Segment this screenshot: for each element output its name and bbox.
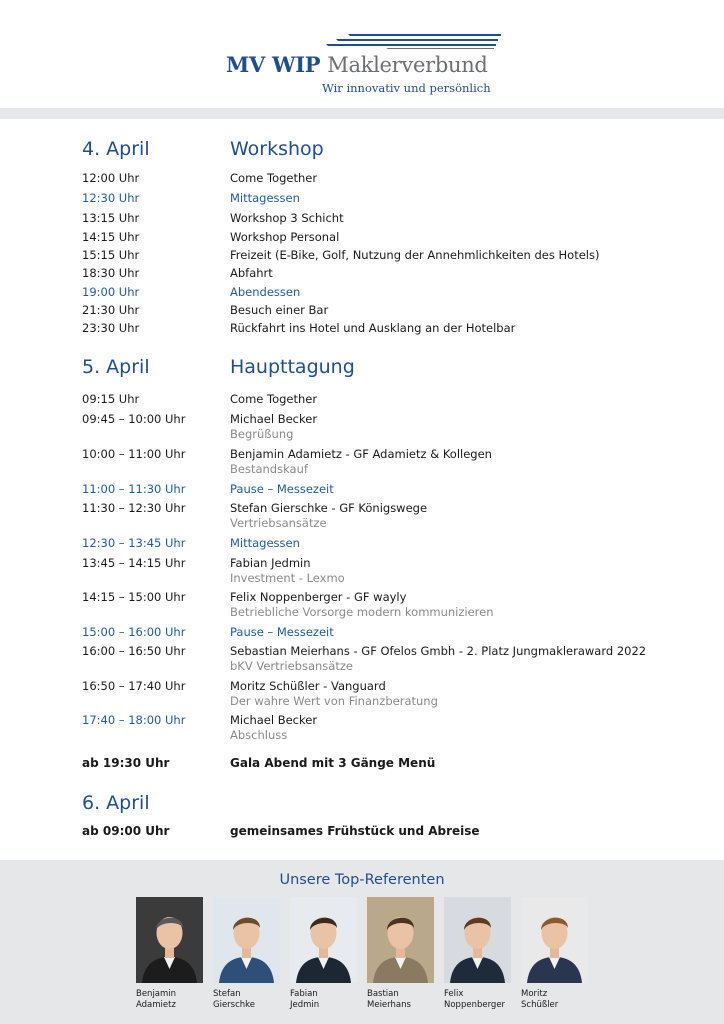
- item-time: 15:00 – 16:00 Uhr: [82, 625, 186, 639]
- item-time: 23:30 Uhr: [82, 321, 140, 335]
- day-date: 4. April: [82, 138, 150, 160]
- speaker-first-name: Fabian: [290, 989, 318, 999]
- item-subtitle: Betriebliche Vorsorge modern kommunizieren: [230, 605, 494, 619]
- item-time: 12:30 – 13:45 Uhr: [82, 536, 186, 550]
- speaker-card: [521, 897, 588, 1011]
- speaker-name: [136, 989, 203, 1011]
- day-title: Haupttagung: [230, 356, 355, 378]
- item-time: 13:15 Uhr: [82, 211, 140, 225]
- item-time: 16:00 – 16:50 Uhr: [82, 644, 186, 658]
- item-description: Michael Becker: [230, 412, 318, 426]
- speaker-photo: [290, 897, 357, 983]
- speaker-card: [444, 897, 511, 1011]
- speaker-first-name: Stefan: [213, 989, 241, 999]
- item-time: 18:30 Uhr: [82, 266, 140, 280]
- speaker-card: [290, 897, 357, 1011]
- item-description: Workshop 3 Schicht: [230, 211, 344, 225]
- item-description: Pause – Messezeit: [230, 625, 334, 639]
- day-date: 5. April: [82, 356, 150, 378]
- item-time: ab 09:00 Uhr: [82, 824, 170, 838]
- item-time: 09:15 Uhr: [82, 392, 140, 406]
- speaker-photo: [521, 897, 588, 983]
- page-header: [0, 0, 724, 108]
- day-title: Workshop: [230, 138, 324, 160]
- speaker-portrait-icon: [213, 897, 280, 983]
- speaker-name: [521, 989, 588, 1011]
- speaker-portrait-icon: [367, 897, 434, 983]
- item-time: 11:00 – 11:30 Uhr: [82, 482, 186, 496]
- item-description: Moritz Schüßler - Vanguard: [230, 679, 386, 693]
- item-subtitle: Abschluss: [230, 728, 288, 742]
- item-description: Sebastian Meierhans - GF Ofelos Gmbh - 2. Platz Jungmakleraward 2022: [230, 644, 647, 658]
- item-time: 12:30 Uhr: [82, 191, 140, 205]
- item-time: 13:45 – 14:15 Uhr: [82, 556, 186, 570]
- item-time: 21:30 Uhr: [82, 303, 140, 317]
- item-time: 11:30 – 12:30 Uhr: [82, 501, 186, 515]
- item-description: Stefan Gierschke - GF Königswege: [230, 501, 428, 515]
- speaker-name: [290, 989, 357, 1011]
- item-time: 15:15 Uhr: [82, 248, 140, 262]
- item-time: 09:45 – 10:00 Uhr: [82, 412, 186, 426]
- item-description: Michael Becker: [230, 713, 318, 727]
- item-description: Rückfahrt ins Hotel und Ausklang an der Hotelbar: [230, 321, 516, 335]
- item-subtitle: Investment - Lexmo: [230, 571, 345, 585]
- speaker-card: [213, 897, 280, 1011]
- logo-stripes-icon: [326, 32, 501, 50]
- brand-title: [226, 52, 488, 77]
- item-subtitle: Vertriebsansätze: [230, 516, 327, 530]
- item-description: Abfahrt: [230, 266, 273, 280]
- speaker-card: [367, 897, 434, 1011]
- speaker-portrait-icon: [444, 897, 511, 983]
- item-description: Workshop Personal: [230, 230, 340, 244]
- speaker-last-name: Jedmin: [290, 1000, 320, 1010]
- brand-logo: [226, 30, 506, 100]
- speaker-card: [136, 897, 203, 1011]
- brand-primary: MV WIP: [226, 52, 321, 77]
- speaker-last-name: Noppenberger: [444, 1000, 506, 1010]
- item-description: Abendessen: [230, 285, 301, 299]
- item-description: Gala Abend mit 3 Gänge Menü: [230, 756, 436, 770]
- item-time: 16:50 – 17:40 Uhr: [82, 679, 186, 693]
- speaker-name: [367, 989, 434, 1011]
- item-time: 14:15 Uhr: [82, 230, 140, 244]
- item-description: Fabian Jedmin: [230, 556, 311, 570]
- item-time: 14:15 – 15:00 Uhr: [82, 590, 186, 604]
- item-description: Come Together: [230, 392, 318, 406]
- item-time: 19:00 Uhr: [82, 285, 140, 299]
- day-date: 6. April: [82, 792, 150, 814]
- item-description: Benjamin Adamietz - GF Adamietz & Kollegen: [230, 447, 492, 461]
- item-subtitle: Der wahre Wert von Finanzberatung: [230, 694, 438, 708]
- speaker-photo: [136, 897, 203, 983]
- speaker-last-name: Schüßler: [521, 1000, 559, 1010]
- item-description: Come Together: [230, 171, 318, 185]
- item-subtitle: Bestandskauf: [230, 462, 308, 476]
- speaker-last-name: Adamietz: [136, 1000, 176, 1010]
- item-description: Freizeit (E-Bike, Golf, Nutzung der Annehmlichkeiten des Hotels): [230, 248, 600, 262]
- item-time: ab 19:30 Uhr: [82, 756, 170, 770]
- speaker-portrait-icon: [136, 897, 203, 983]
- speaker-photo: [213, 897, 280, 983]
- speaker-first-name: Moritz: [521, 989, 548, 999]
- speaker-last-name: Gierschke: [213, 1000, 256, 1010]
- speaker-last-name: Meierhans: [367, 1000, 411, 1010]
- footer-title: Unsere Top-Referenten: [279, 872, 445, 888]
- item-description: Pause – Messezeit: [230, 482, 334, 496]
- speaker-portrait-icon: [290, 897, 357, 983]
- speaker-name: [444, 989, 511, 1011]
- item-subtitle: bKV Vertriebsansätze: [230, 659, 353, 673]
- item-time: 17:40 – 18:00 Uhr: [82, 713, 186, 727]
- item-description: Felix Noppenberger - GF wayly: [230, 590, 407, 604]
- header-divider: [0, 108, 724, 119]
- speaker-photo: [444, 897, 511, 983]
- item-time: 12:00 Uhr: [82, 171, 140, 185]
- brand-tagline: Wir innovativ und persönlich: [322, 81, 491, 95]
- speaker-first-name: Felix: [444, 989, 464, 999]
- item-description: Mittagessen: [230, 536, 300, 550]
- item-description: Mittagessen: [230, 191, 300, 205]
- item-description: gemeinsames Frühstück und Abreise: [230, 824, 480, 838]
- speakers-footer: [0, 860, 724, 1024]
- speaker-first-name: Benjamin: [136, 989, 177, 999]
- brand-secondary: Maklerverbund: [327, 53, 488, 77]
- speaker-portrait-icon: [521, 897, 588, 983]
- speaker-first-name: Bastian: [367, 989, 399, 999]
- item-time: 10:00 – 11:00 Uhr: [82, 447, 186, 461]
- item-subtitle: Begrüßung: [230, 427, 294, 441]
- item-description: Besuch einer Bar: [230, 303, 329, 317]
- speaker-photo: [367, 897, 434, 983]
- speaker-name: [213, 989, 280, 1011]
